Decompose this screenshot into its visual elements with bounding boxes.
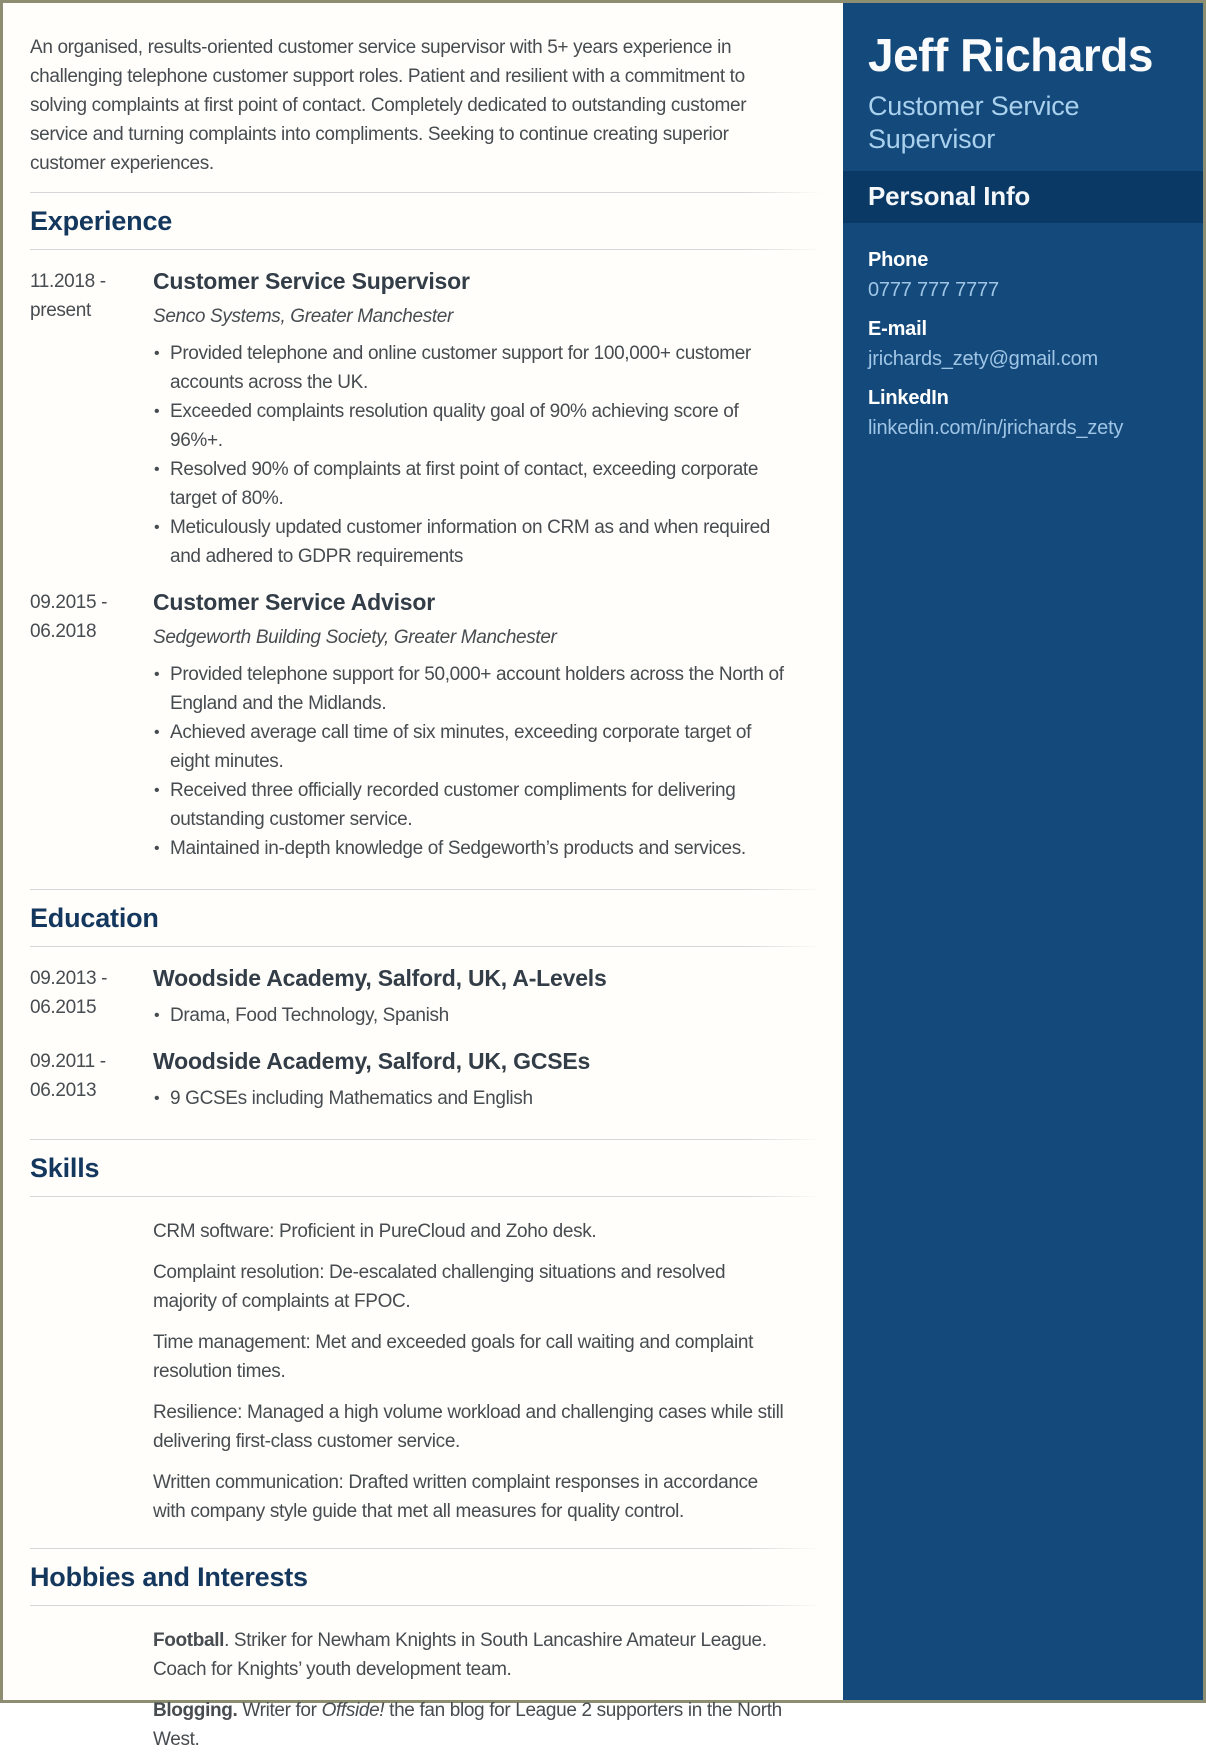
divider [30, 889, 823, 890]
contact-list [843, 223, 1203, 440]
divider [30, 1196, 823, 1197]
sidebar [843, 3, 1203, 1700]
hobby-item [153, 1626, 793, 1684]
hobby-text: . Striker for Newham Knights in South Lancashire Amateur League. Coach for Knights’ youth development team. [153, 1630, 767, 1680]
bullet-list [153, 660, 793, 863]
skill-item: CRM software: Proficient in PureCloud and Zoho desk. [153, 1221, 597, 1242]
hobbies-list [153, 1626, 793, 1754]
hobby-item [153, 1696, 793, 1754]
divider [30, 1139, 823, 1140]
bullet-item: • Received three officially recorded customer compliments for delivering outstanding customer service. [153, 776, 793, 834]
main-column [3, 3, 843, 1750]
entry-dates [30, 588, 153, 863]
contact-value-email: jrichards_zety@gmail.com [868, 348, 1099, 370]
experience-entry [30, 588, 793, 863]
divider [30, 249, 823, 250]
bullet-list [153, 1084, 793, 1113]
date-from: 11.2018 - [30, 271, 106, 292]
bullet-item: • Achieved average call time of six minutes, exceeding corporate target of eight minutes. [153, 718, 793, 776]
bullet-item: • Exceeded complaints resolution quality goal of 90% achieving score of 96%+. [153, 397, 793, 455]
hobby-text: Writer for [237, 1700, 322, 1721]
date-from: 09.2011 - [30, 1051, 106, 1072]
hobby-text: the fan blog for League 2 supporters in the North West. [153, 1700, 782, 1750]
hobby-label: Football [153, 1630, 225, 1651]
skills-list [153, 1217, 793, 1526]
date-to: 06.2015 [30, 997, 97, 1018]
hobby-label: Blogging. [153, 1700, 238, 1721]
job-title: Customer Service Supervisor [153, 268, 470, 294]
date-to: present [30, 300, 91, 321]
divider [30, 1548, 823, 1549]
personal-info-heading: Personal Info [843, 171, 1203, 223]
bullet-item: • Provided telephone and online customer support for 100,000+ customer accounts across the UK. [153, 339, 793, 397]
company-name: Senco Systems, Greater Manchester [153, 306, 453, 327]
divider [30, 192, 823, 193]
date-to: 06.2013 [30, 1080, 97, 1101]
company-name: Sedgeworth Building Society, Greater Manchester [153, 627, 557, 648]
divider [30, 946, 823, 947]
experience-entry [30, 267, 793, 571]
entry-dates [30, 267, 153, 571]
entry-body [153, 964, 793, 1030]
section-hobbies [30, 1548, 843, 1754]
contact-value-linkedin: linkedin.com/in/jrichards_zety [868, 417, 1124, 439]
school-title: Woodside Academy, Salford, UK, GCSEs [153, 1048, 591, 1074]
bullet-list [153, 1001, 793, 1030]
school-title: Woodside Academy, Salford, UK, A-Levels [153, 965, 607, 991]
education-entry [30, 1047, 793, 1113]
bullet-item: • Drama, Food Technology, Spanish [153, 1001, 793, 1030]
bullet-list [153, 339, 793, 571]
section-experience [30, 192, 843, 863]
skill-item: Written communication: Drafted written complaint responses in accordance with company style guide that met all measures for quality control. [153, 1472, 758, 1522]
contact-label-phone: Phone [868, 249, 929, 271]
contact-value-phone: 0777 777 7777 [868, 279, 999, 301]
section-heading-education: Education [30, 903, 159, 933]
bullet-item: • Maintained in-depth knowledge of Sedgeworth’s products and services. [153, 834, 793, 863]
person-name: Jeff Richards [868, 29, 1153, 81]
summary-text: An organised, results-oriented customer service supervisor with 5+ years experience in challenging telephone customer support roles. Patient and resilient with a commitment to solving complaints at first point of contact. Completely dedicated to outstanding customer service and turning complaints into compliments. Seeking to continue creating superior customer experiences. [30, 37, 747, 174]
bullet-item: • Meticulously updated customer information on CRM as and when required and adhered to GDPR requirements [153, 513, 793, 571]
section-education [30, 889, 843, 1113]
section-heading-hobbies: Hobbies and Interests [30, 1562, 308, 1592]
entry-body [153, 267, 793, 571]
section-heading-skills: Skills [30, 1153, 100, 1183]
date-from: 09.2015 - [30, 592, 108, 613]
hobby-italic-text: Offside! [321, 1700, 385, 1721]
entry-dates [30, 964, 153, 1030]
entry-dates [30, 1047, 153, 1113]
skill-item: Complaint resolution: De-escalated challenging situations and resolved majority of complaints at FPOC. [153, 1262, 726, 1312]
date-to: 06.2018 [30, 621, 97, 642]
education-entry [30, 964, 793, 1030]
section-heading-experience: Experience [30, 206, 173, 236]
contact-label-email: E-mail [868, 318, 927, 340]
person-job-title: Customer Service Supervisor [868, 91, 1080, 154]
date-from: 09.2013 - [30, 968, 108, 989]
entry-body [153, 588, 793, 863]
job-title: Customer Service Advisor [153, 589, 435, 615]
bullet-item: • 9 GCSEs including Mathematics and English [153, 1084, 793, 1113]
entry-body [153, 1047, 793, 1113]
skill-item: Resilience: Managed a high volume workload and challenging cases while still delivering first-class customer service. [153, 1402, 784, 1452]
skill-item: Time management: Met and exceeded goals for call waiting and complaint resolution times. [153, 1332, 754, 1382]
divider [30, 1605, 823, 1606]
bullet-item: • Resolved 90% of complaints at first point of contact, exceeding corporate target of 80%. [153, 455, 793, 513]
contact-label-linkedin: LinkedIn [868, 387, 949, 409]
bullet-item: • Provided telephone support for 50,000+ account holders across the North of England and the Midlands. [153, 660, 793, 718]
section-skills [30, 1139, 843, 1526]
